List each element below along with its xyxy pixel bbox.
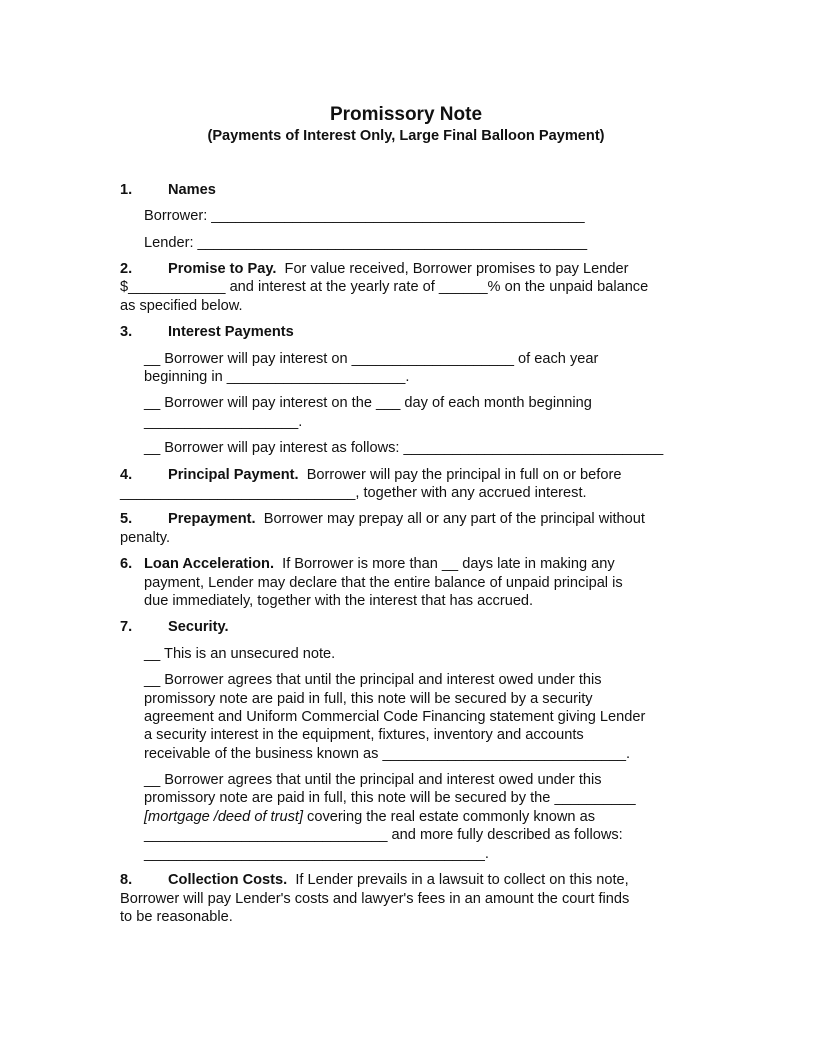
section-number: 1. (120, 182, 133, 198)
section-number: 4. (120, 467, 133, 483)
section-8-line-1 (120, 871, 629, 889)
section-number: 2. (120, 261, 133, 277)
section-1-heading (120, 181, 216, 199)
section-6-line-3: due immediately, together with the interest that has accrued. (144, 593, 534, 609)
security-option-realestate-line-4: ______________________________ and more fully described as follows: (144, 827, 623, 843)
section-title: Prepayment. (168, 511, 256, 527)
section-title: Security. (168, 619, 229, 635)
security-option-realestate-line-2: promissory note are paid in full, this note will be secured by the __________ (144, 790, 636, 806)
section-text: Borrower will pay the principal in full on or before (306, 467, 622, 483)
section-text: If Lender prevails in a lawsuit to collect on this note, (295, 872, 629, 888)
section-2-line-2: $____________ and interest at the yearly rate of ______% on the unpaid balance (120, 279, 649, 295)
security-option-ucc-line-4: a security interest in the equipment, fixtures, inventory and accounts (144, 727, 584, 743)
security-option-realestate-line-5: __________________________________________. (144, 846, 489, 862)
section-number: 7. (120, 619, 133, 635)
section-text: For value received, Borrower promises to pay Lender (284, 261, 629, 277)
borrower-name-field: Borrower: ______________________________________________ (144, 208, 585, 224)
section-title: Loan Acceleration. (144, 556, 275, 572)
document-subtitle: (Payments of Interest Only, Large Final Balloon Payment) (207, 128, 605, 144)
section-number: 3. (120, 324, 133, 340)
interest-option-monthly-line-2: ___________________. (144, 414, 303, 430)
section-title: Interest Payments (168, 324, 294, 340)
section-title: Promise to Pay. (168, 261, 277, 277)
security-option-ucc-line-2: promissory note are paid in full, this note will be secured by a security (144, 691, 593, 707)
section-number: 6. (120, 556, 133, 572)
mortgage-deed-placeholder: [mortgage /deed of trust] (144, 809, 303, 825)
section-6-line-2: payment, Lender may declare that the entire balance of unpaid principal is (144, 575, 623, 591)
section-2-line-1 (120, 260, 628, 278)
section-8-line-3: to be reasonable. (120, 909, 233, 925)
interest-option-yearly-line-2: beginning in ______________________. (144, 369, 410, 385)
interest-option-monthly-line-1: __ Borrower will pay interest on the ___ day of each month beginning (144, 395, 592, 411)
security-option-ucc-line-1: __ Borrower agrees that until the principal and interest owed under this (144, 672, 602, 688)
section-6-line-1 (120, 555, 615, 573)
section-2-line-3: as specified below. (120, 298, 243, 314)
interest-option-custom: __ Borrower will pay interest as follows: ________________________________ (144, 440, 664, 456)
section-4-line-2: _____________________________, together with any accrued interest. (120, 485, 587, 501)
section-text: If Borrower is more than __ days late in making any (282, 556, 615, 572)
section-5-line-2: penalty. (120, 530, 171, 546)
section-3-heading (120, 323, 294, 341)
section-number: 8. (120, 872, 133, 888)
section-text: Borrower may prepay all or any part of the principal without (263, 511, 645, 527)
security-option-ucc-line-3: agreement and Uniform Commercial Code Financing statement giving Lender (144, 709, 646, 725)
section-title: Collection Costs. (168, 872, 288, 888)
section-7-heading (120, 618, 229, 636)
section-text: covering the real estate commonly known as (303, 809, 596, 825)
section-title: Principal Payment. (168, 467, 299, 483)
security-option-ucc-line-5: receivable of the business known as ______________________________. (144, 746, 631, 762)
security-option-unsecured: __ This is an unsecured note. (144, 646, 336, 662)
lender-name-field: Lender: ________________________________________________ (144, 235, 588, 251)
section-number: 5. (120, 511, 133, 527)
section-5-line-1 (120, 510, 645, 528)
section-8-line-2: Borrower will pay Lender's costs and lawyer's fees in an amount the court finds (120, 891, 630, 907)
security-option-realestate-line-1: __ Borrower agrees that until the principal and interest owed under this (144, 772, 602, 788)
document-title: Promissory Note (329, 104, 483, 125)
security-option-realestate-line-3 (144, 808, 595, 826)
section-title: Names (168, 182, 216, 198)
section-4-line-1 (120, 466, 621, 484)
interest-option-yearly-line-1: __ Borrower will pay interest on ____________________ of each year (144, 351, 599, 367)
